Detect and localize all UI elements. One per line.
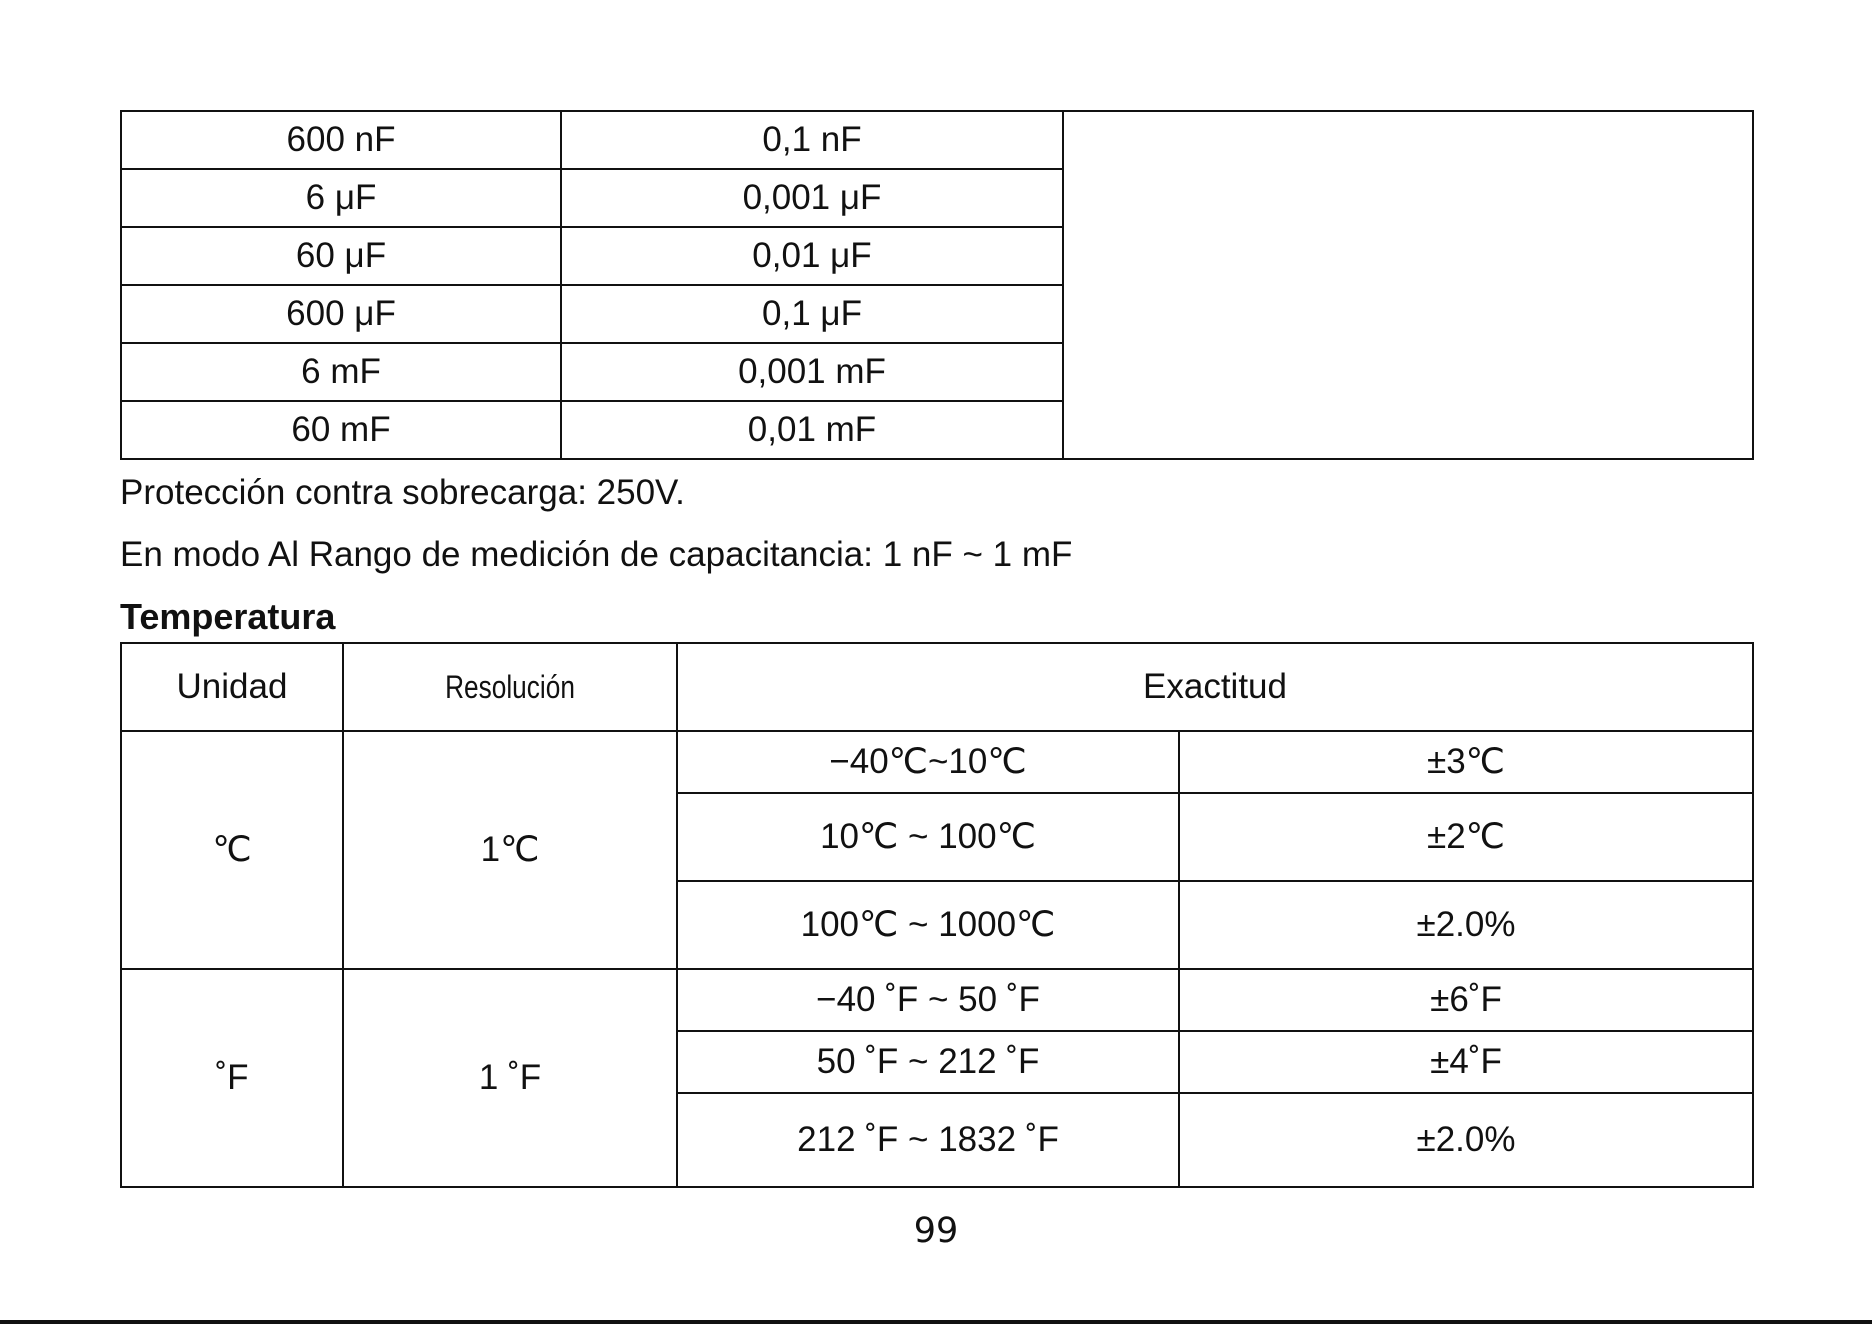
celsius-unit: ℃: [121, 731, 343, 969]
fahrenheit-unit: ˚F: [121, 969, 343, 1187]
temperature-table: [120, 642, 1754, 1188]
table-row: [121, 111, 1753, 169]
resolution-header: Resolución: [445, 668, 575, 705]
capacitance-range: 600 μF: [121, 285, 561, 343]
capacitance-range: 6 μF: [121, 169, 561, 227]
capacitance-resolution: 0,01 μF: [561, 227, 1063, 285]
fahrenheit-resolution: 1 ˚F: [343, 969, 677, 1187]
capacitance-resolution: 0,001 mF: [561, 343, 1063, 401]
overload-protection-note: Protección contra sobrecarga: 250V.: [120, 473, 685, 512]
capacitance-table: [120, 110, 1754, 460]
page-number: 99: [913, 1211, 959, 1251]
table-header-row: [121, 643, 1753, 731]
temperature-accuracy: ±4˚F: [1179, 1031, 1753, 1093]
unit-header: Unidad: [121, 643, 343, 731]
bottom-divider: [0, 1320, 1872, 1324]
capacitance-resolution: 0,1 nF: [561, 111, 1063, 169]
capacitance-range: 60 mF: [121, 401, 561, 459]
resolution-header-cell: [343, 643, 677, 731]
capacitance-resolution: 0,001 μF: [561, 169, 1063, 227]
temperature-range: 212 ˚F ~ 1832 ˚F: [677, 1093, 1179, 1187]
capacitance-resolution: 0,1 μF: [561, 285, 1063, 343]
capacitance-range: 600 nF: [121, 111, 561, 169]
capacitance-resolution: 0,01 mF: [561, 401, 1063, 459]
table-row: [121, 731, 1753, 793]
temperature-range: 10℃ ~ 100℃: [677, 793, 1179, 881]
temperature-accuracy: ±2.0%: [1179, 881, 1753, 969]
temperature-range: 50 ˚F ~ 212 ˚F: [677, 1031, 1179, 1093]
temperature-range: 100℃ ~ 1000℃: [677, 881, 1179, 969]
temperature-accuracy: ±2℃: [1179, 793, 1753, 881]
auto-range-note: En modo Al Rango de medición de capacitancia: 1 nF ~ 1 mF: [120, 535, 1073, 574]
temperature-heading: Temperatura: [120, 596, 336, 637]
capacitance-accuracy-cell: [1063, 111, 1753, 459]
temperature-range: −40 ˚F ~ 50 ˚F: [677, 969, 1179, 1031]
capacitance-range: 60 μF: [121, 227, 561, 285]
temperature-accuracy: ±6˚F: [1179, 969, 1753, 1031]
table-row: [121, 969, 1753, 1031]
accuracy-header: Exactitud: [677, 643, 1753, 731]
capacitance-range: 6 mF: [121, 343, 561, 401]
temperature-range: −40℃~10℃: [677, 731, 1179, 793]
temperature-accuracy: ±2.0%: [1179, 1093, 1753, 1187]
celsius-resolution: 1℃: [343, 731, 677, 969]
temperature-accuracy: ±3℃: [1179, 731, 1753, 793]
